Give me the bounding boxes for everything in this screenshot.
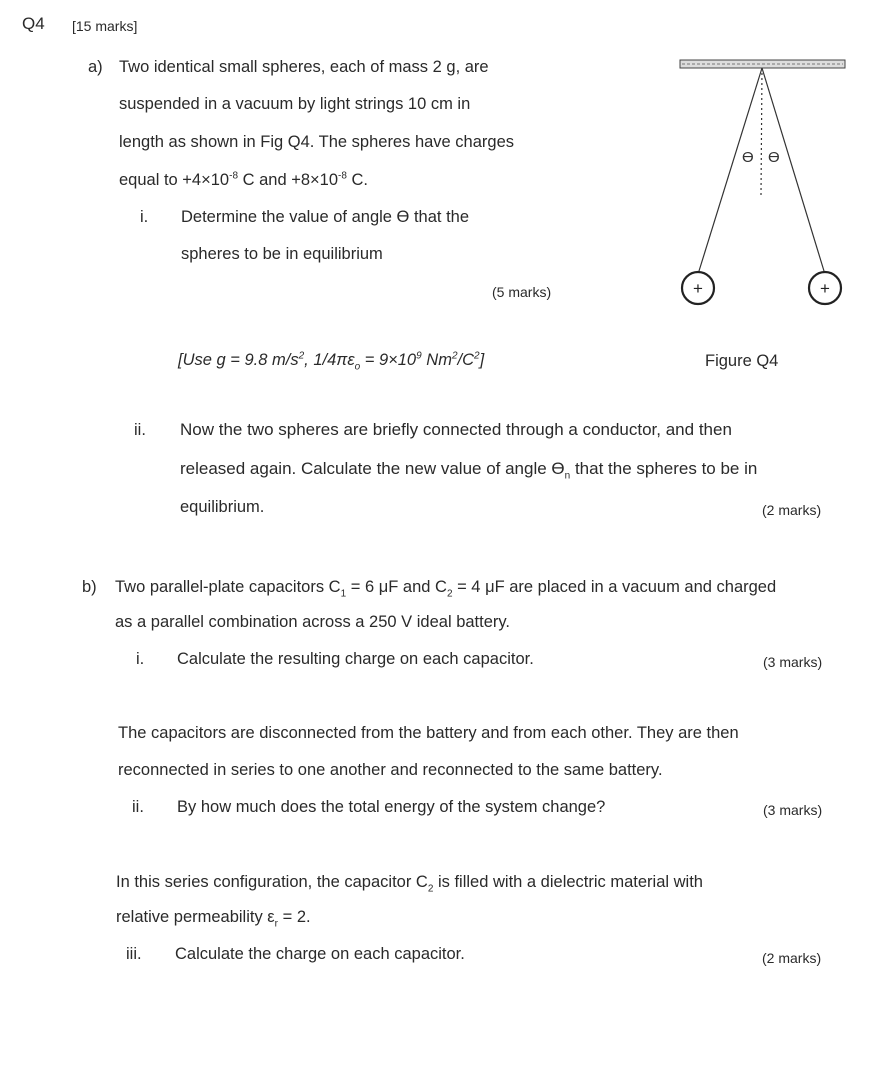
constants-note: [Use g = 9.8 $m/s^2$, $1/4\pi\varepsilon_o = 9\times 10^9$ $Nm^2/C^2$]	[178, 350, 485, 373]
part-b-ii-text: By how much does the total energy of the system change?	[177, 798, 606, 816]
figure-q4	[670, 50, 860, 310]
part-a-ii-line2: released again. Calculate the new value of angle $ϴ_n$ that the spheres to be in	[180, 459, 758, 482]
figure-caption: Figure Q4	[705, 352, 779, 370]
left-charge-sign: +	[693, 279, 703, 298]
part-b-i-label: i.	[136, 650, 145, 668]
part-b-para2-line1: In this series configuration, the capacitor $C_2$ is filled with a dielectric material with	[116, 873, 703, 895]
part-a-line2: suspended in a vacuum by light strings 10 cm in	[119, 95, 471, 113]
part-a-ii-label: ii.	[134, 421, 146, 439]
part-a-ii-line1: Now the two spheres are briefly connected through a conductor, and then	[180, 420, 732, 439]
part-b-line1: Two parallel-plate capacitors $C_1 = 6$ μF and $C_2 = 4$ μF are placed in a vacuum and charged	[115, 578, 777, 600]
part-b-iii-text: Calculate the charge on each capacitor.	[175, 945, 465, 963]
left-string	[699, 68, 762, 271]
right-charge-sign: +	[820, 279, 830, 298]
part-b-label: b)	[82, 578, 97, 596]
question-marks: [15 marks]	[72, 18, 138, 34]
part-a-i-label: i.	[140, 208, 149, 226]
part-a-label: a)	[88, 58, 103, 76]
part-b-ii-label: ii.	[132, 798, 144, 816]
theta-left-label: ϴ	[742, 149, 754, 166]
part-a-ii-line3: equilibrium.	[180, 498, 265, 516]
part-b-iii-marks: (2 marks)	[762, 950, 822, 966]
part-b-i-marks: (3 marks)	[763, 654, 823, 670]
part-b-line2: as a parallel combination across a 250 V ideal battery.	[115, 613, 511, 631]
question-number: Q4	[22, 14, 45, 33]
vertical-reference-line	[761, 68, 762, 195]
part-a-line4: equal to $+4\times 10^{-8}$ C and $+8\times 10^{-8}$ C.	[119, 170, 369, 189]
part-b-para1-line2: reconnected in series to one another and reconnected to the same battery.	[118, 761, 663, 779]
part-b-iii-label: iii.	[126, 945, 142, 963]
part-a-line3: length as shown in Fig Q4. The spheres have charges	[119, 133, 515, 151]
part-a-ii-marks: (2 marks)	[762, 502, 822, 518]
part-a-i-line2: spheres to be in equilibrium	[181, 245, 383, 263]
part-b-i-text: Calculate the resulting charge on each capacitor.	[177, 650, 534, 668]
theta-right-label: ϴ	[768, 149, 780, 166]
part-a-i-line1: Determine the value of angle ϴ that the	[181, 208, 470, 226]
part-b-para2-line2: relative permeability $\varepsilon_r = 2$.	[116, 908, 311, 930]
part-b-para1-line1: The capacitors are disconnected from the battery and from each other. They are then	[118, 724, 739, 742]
part-a-i-marks: (5 marks)	[492, 284, 552, 300]
right-string	[762, 68, 824, 271]
part-a-line1: Two identical small spheres, each of mass 2 g, are	[119, 58, 489, 76]
part-b-ii-marks: (3 marks)	[763, 802, 823, 818]
